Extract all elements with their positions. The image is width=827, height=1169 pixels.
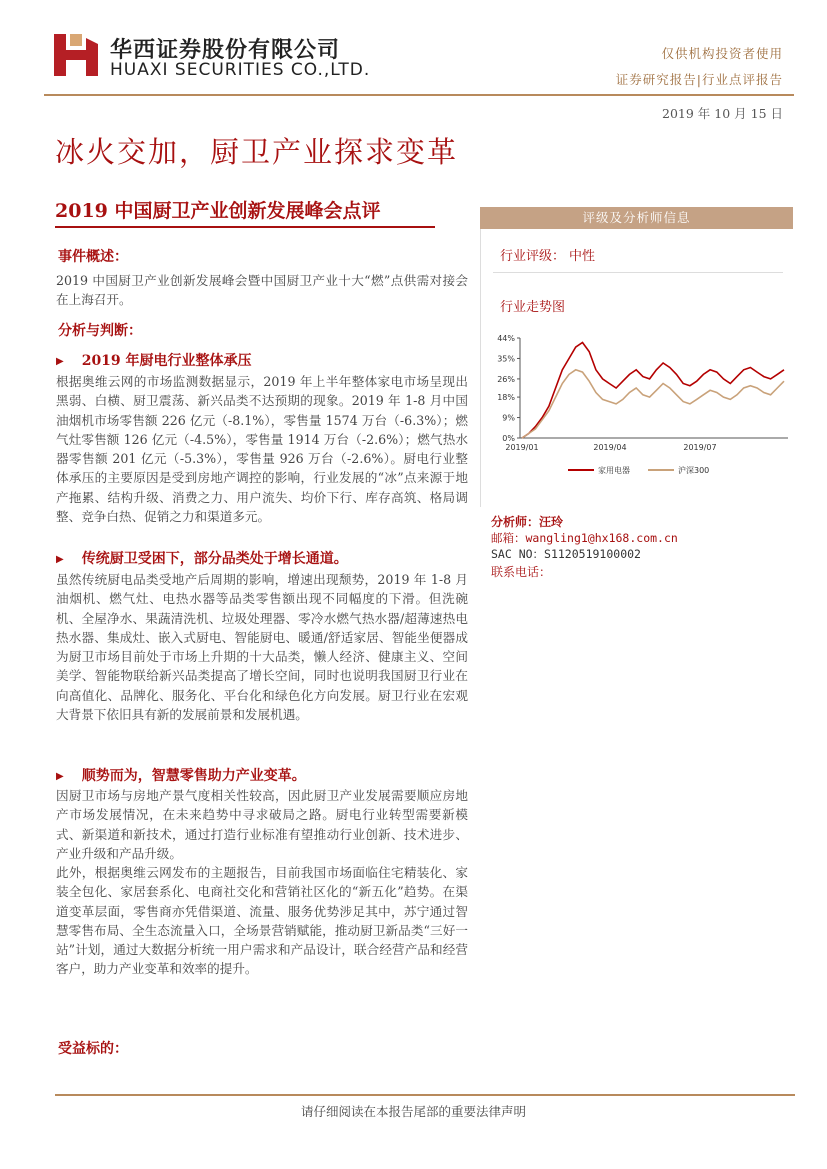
analyst-email[interactable]: 邮箱：wangling1@hx168.com.cn	[491, 531, 678, 545]
legal-notice: 请仔细阅读在本报告尾部的重要法律声明	[300, 1104, 526, 1119]
company-name-en: HUAXI SECURITIES CO.,LTD.	[110, 60, 371, 80]
sidebar-divider	[493, 272, 783, 273]
point-3-title	[56, 765, 306, 785]
triangle-bullet-icon: ▶	[56, 554, 64, 565]
point-1-text: 根据奥维云网的市场监测数据显示，2019 年上半年整体家电市场呈现出黑弱、白横、厨卫震荡、新兴品类不达预期的现象。2019 年 1-8 月中国油烟机市场零售额 226 亿元（-8.1%），零售量 1574 万台（-6.3%）；燃气灶零售额 126 亿元（-4.5%），零售量 1914 万台（-2.6%）；燃气热水器零售额 201 亿元（-5.3%），零售量 926 万台（-2.6%）。厨电行业整体承压的主要原因是受到房地产调控的影响，行业发展的“冰”点来源于地产拖累、结构升级、消费之力、用户流失、均价下行、库存高筑、格局调整、竞争白热、促销之力和渠道多元。	[56, 374, 468, 525]
triangle-bullet-icon: ▶	[56, 771, 64, 782]
point-3-text-2: 此外，根据奥维云网发布的主题报告，目前我国市场面临住宅精装化、家装全包化、家居套系化、电商社交化和营销社区化的“新五化”趋势。在渠道变革层面，零售商亦凭借渠道、流量、服务优势涉足其中，苏宁通过智慧零售布局、全生态流量入口，全场景营销赋能，推动厨卫新品类“三好一站”计划，通过大数据分析统一用户需求和产品设计，联合经营产品和经营客户，助力产业变革和效率的提升。	[56, 865, 468, 977]
point-3-text: 因厨卫市场与房地产景气度相关性较高，因此厨卫产业发展需要顺应房地产市场发展情况，在未来趋势中寻求破局之路。厨电行业转型需要新模式、新渠道和新技术，通过打造行业标准有望推动行业创新、技术进步、产业升级和产品升级。	[56, 788, 468, 861]
trend-label: 行业走势图	[500, 300, 566, 315]
y-tick-label: 35%	[497, 354, 515, 364]
y-tick-label: 9%	[502, 413, 515, 423]
y-tick-label: 44%	[497, 334, 515, 343]
legend-label: 沪深300	[678, 466, 710, 475]
analysis-heading: 分析与判断：	[58, 323, 142, 339]
y-tick-label: 26%	[497, 374, 515, 384]
company-name-cn: 华西证券股份有限公司	[110, 38, 341, 63]
huaxi-logo-icon	[52, 32, 102, 78]
page-title: 冰火交加，厨卫产业探求变革	[55, 135, 459, 169]
beneficiary-heading: 受益标的：	[58, 1041, 128, 1057]
rating-label: 行业评级：	[500, 249, 566, 264]
rating-row	[500, 245, 595, 264]
sidebar-header: 评级及分析师信息	[480, 207, 793, 229]
point-1-title	[56, 350, 252, 370]
report-category: 证券研究报告|行业点评报告	[615, 72, 783, 87]
triangle-bullet-icon: ▶	[56, 356, 64, 367]
point-3-label: 顺势而为，智慧零售助力产业变革。	[81, 768, 306, 784]
audience-note: 仅供机构投资者使用	[661, 46, 783, 61]
point-2-label: 传统厨卫受困下，部分品类处于增长通道。	[81, 551, 348, 567]
legend-label: 家用电器	[598, 466, 630, 475]
point-2-text: 虽然传统厨电品类受地产后周期的影响，增速出现颓势，2019 年 1-8 月油烟机、燃气灶、电热水器等品类零售额出现不同幅度的下滑。但洗碗机、全屋净水、果蔬清洗机、垃圾处理器、零冷水燃气热水器/超薄速热电热水器、集成灶、嵌入式厨电、智能厨电、暖通/舒适家居、智能坐便器成为厨卫市场目前处于市场上升期的十大品类，懒人经济、健康主义、空间美学、智能物联给新兴品类提高了增长空间，同时也说明我国厨卫行业在向高值化、品牌化、服务化、平台化和绿色化方向发展。厨卫行业在宏观大背景下依旧具有新的发展前景和发展机遇。	[56, 572, 468, 723]
rating-value: 中性	[569, 249, 596, 264]
footer-rule	[55, 1094, 795, 1096]
analyst-phone: 联系电话：	[491, 565, 552, 579]
point-2-title	[56, 548, 348, 568]
header-rule	[44, 94, 794, 96]
subtitle-rule	[55, 226, 435, 228]
page-subtitle: 2019 中国厨卫产业创新发展峰会点评	[55, 200, 381, 222]
report-date: 2019 年 10 月 15 日	[662, 106, 783, 121]
overview-heading: 事件概述：	[58, 249, 128, 265]
series-line-1	[522, 343, 784, 439]
analyst-name: 分析师：汪玲	[491, 515, 564, 529]
overview-text: 2019 中国厨卫产业创新发展峰会暨中国厨卫产业十大“燃”点供需对接会在上海召开。	[56, 273, 468, 308]
x-tick-label: 2019/07	[683, 443, 717, 452]
y-tick-label: 18%	[497, 393, 515, 403]
point-1-label: 2019 年厨电行业整体承压	[81, 353, 252, 369]
industry-trend-chart	[492, 328, 792, 480]
series-line-2	[522, 370, 784, 438]
analyst-sac: SAC NO：S1120519100002	[491, 547, 641, 561]
y-tick-label: 0%	[502, 434, 515, 443]
x-tick-label: 2019/04	[593, 443, 627, 452]
x-tick-label: 2019/01	[505, 443, 539, 452]
